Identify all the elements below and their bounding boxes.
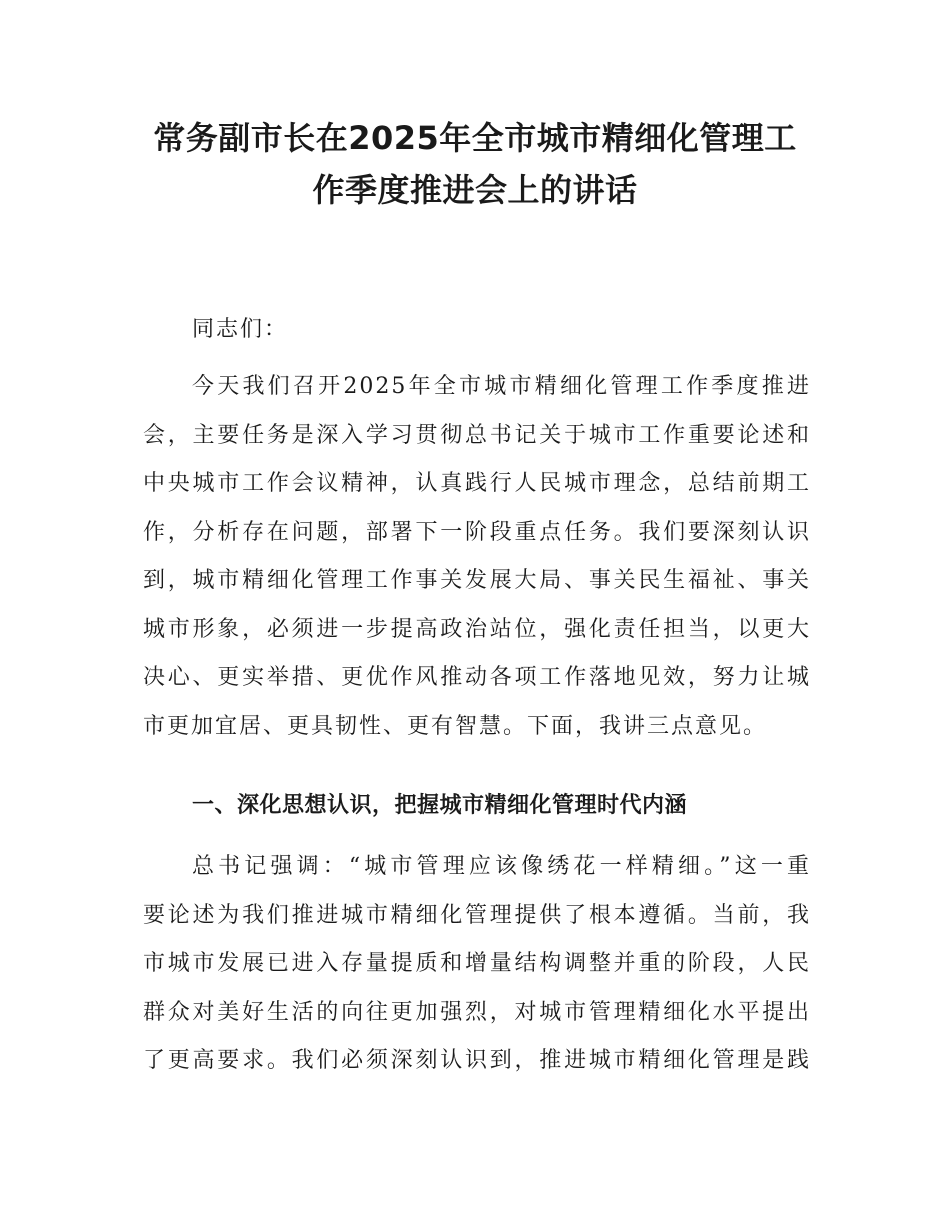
paragraph-line: 会，主要任务是深入学习贯彻总书记关于城市工作重要论述和 (143, 422, 811, 448)
salutation-text: 同志们： (192, 317, 289, 342)
paragraph-line: 作，分析存在问题，部署下一阶段重点任务。我们要深刻认识 (143, 519, 811, 545)
paragraph-line: 市更加宜居、更具韧性、更有智慧。下面，我讲三点意见。 (143, 713, 768, 739)
section-heading-1: 一、深化思想认识，把握城市精细化管理时代内涵 (192, 793, 688, 818)
paragraph-2 (143, 843, 811, 1086)
salutation (143, 306, 811, 355)
paragraph-line: 今天我们召开2025年全市城市精细化管理工作季度推进 (192, 374, 811, 399)
document-title (120, 112, 830, 216)
paragraph-line: 总书记强调：“城市管理应该像绣花一样精细。”这一重 (192, 854, 811, 879)
paragraph-line: 到，城市精细化管理工作事关发展大局、事关民生福祉、事关 (143, 568, 811, 593)
paragraph-line: 中央城市工作会议精神，认真践行人民城市理念，总结前期工 (143, 471, 811, 496)
title-line: 作季度推进会上的讲话 (312, 171, 638, 209)
paragraph-line: 决心、更实举措、更优作风推动各项工作落地见效，努力让城 (143, 665, 811, 690)
paragraph-line: 群众对美好生活的向往更加强烈，对城市管理精细化水平提出 (143, 999, 811, 1025)
paragraph-line: 市城市发展已进入存量提质和增量结构调整并重的阶段，人民 (143, 951, 811, 976)
paragraph-line: 城市形象，必须进一步提高政治站位，强化责任担当，以更大 (143, 616, 811, 642)
title-line: 常务副市长在2025年全市城市精细化管理工 (153, 119, 797, 157)
paragraph-line: 要论述为我们推进城市精细化管理提供了根本遵循。当前，我 (143, 902, 811, 928)
paragraph-line: 了更高要求。我们必须深刻认识到，推进城市精细化管理是践 (143, 1048, 811, 1073)
paragraph-1 (143, 363, 811, 751)
